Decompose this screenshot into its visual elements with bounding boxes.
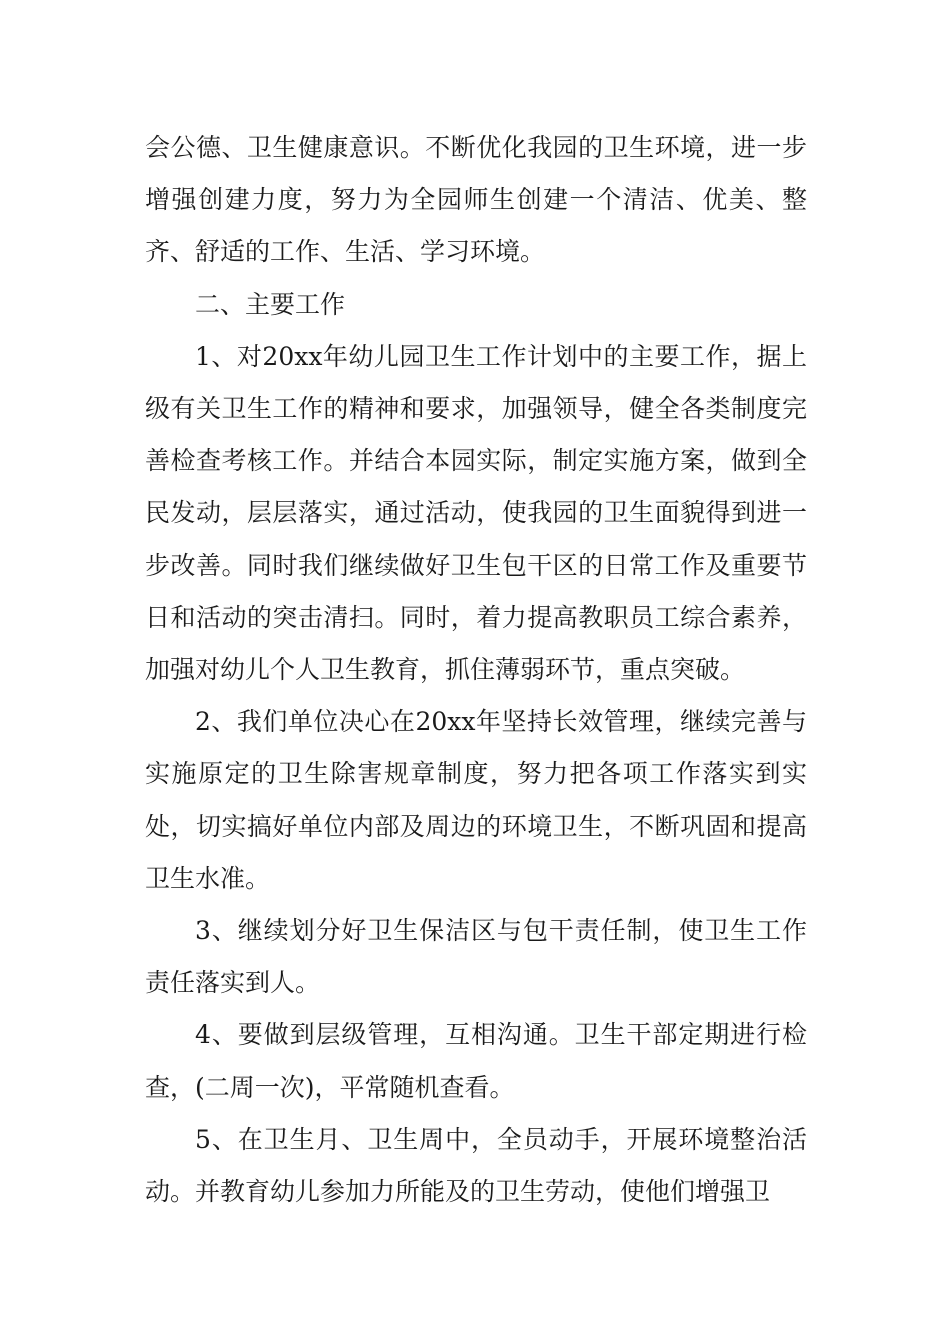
paragraph-item-1: 1、对20xx年幼儿园卫生工作计划中的主要工作，据上级有关卫生工作的精神和要求，加强领导，健全各类制度完善检查考核工作。并结合本园实际，制定实施方案，做到全民发动，层层落实，通过活动，使我园的卫生面貌得到进一步改善。同时我们继续做好卫生包干区的日常工作及重要节日和活动的突击清扫。同时，着力提高教职员工综合素养，加强对幼儿个人卫生教育，抓住薄弱环节，重点突破。 bbox=[145, 341, 807, 685]
paragraph-item-2: 2、我们单位决心在20xx年坚持长效管理，继续完善与实施原定的卫生除害规章制度，努力把各项工作落实到实处，切实搞好单位内部及周边的环境卫生，不断巩固和提高卫生水准。 bbox=[145, 707, 807, 893]
paragraph-intro-continuation: 会公德、卫生健康意识。不断优化我园的卫生环境，进一步增强创建力度，努力为全园师生创建一个清洁、优美、整齐、舒适的工作、生活、学习环境。 bbox=[145, 133, 807, 267]
paragraph-item-4: 4、要做到层级管理，互相沟通。卫生干部定期进行检查，(二周一次)，平常随机查看。 bbox=[145, 1020, 807, 1102]
section-heading-main-work: 二、主要工作 bbox=[195, 289, 346, 319]
paragraph-item-3: 3、继续划分好卫生保洁区与包干责任制，使卫生工作责任落实到人。 bbox=[145, 916, 807, 998]
document-body bbox=[145, 122, 807, 1218]
paragraph-item-5: 5、在卫生月、卫生周中，全员动手，开展环境整治活动。并教育幼儿参加力所能及的卫生劳动，使他们增强卫 bbox=[145, 1124, 807, 1207]
